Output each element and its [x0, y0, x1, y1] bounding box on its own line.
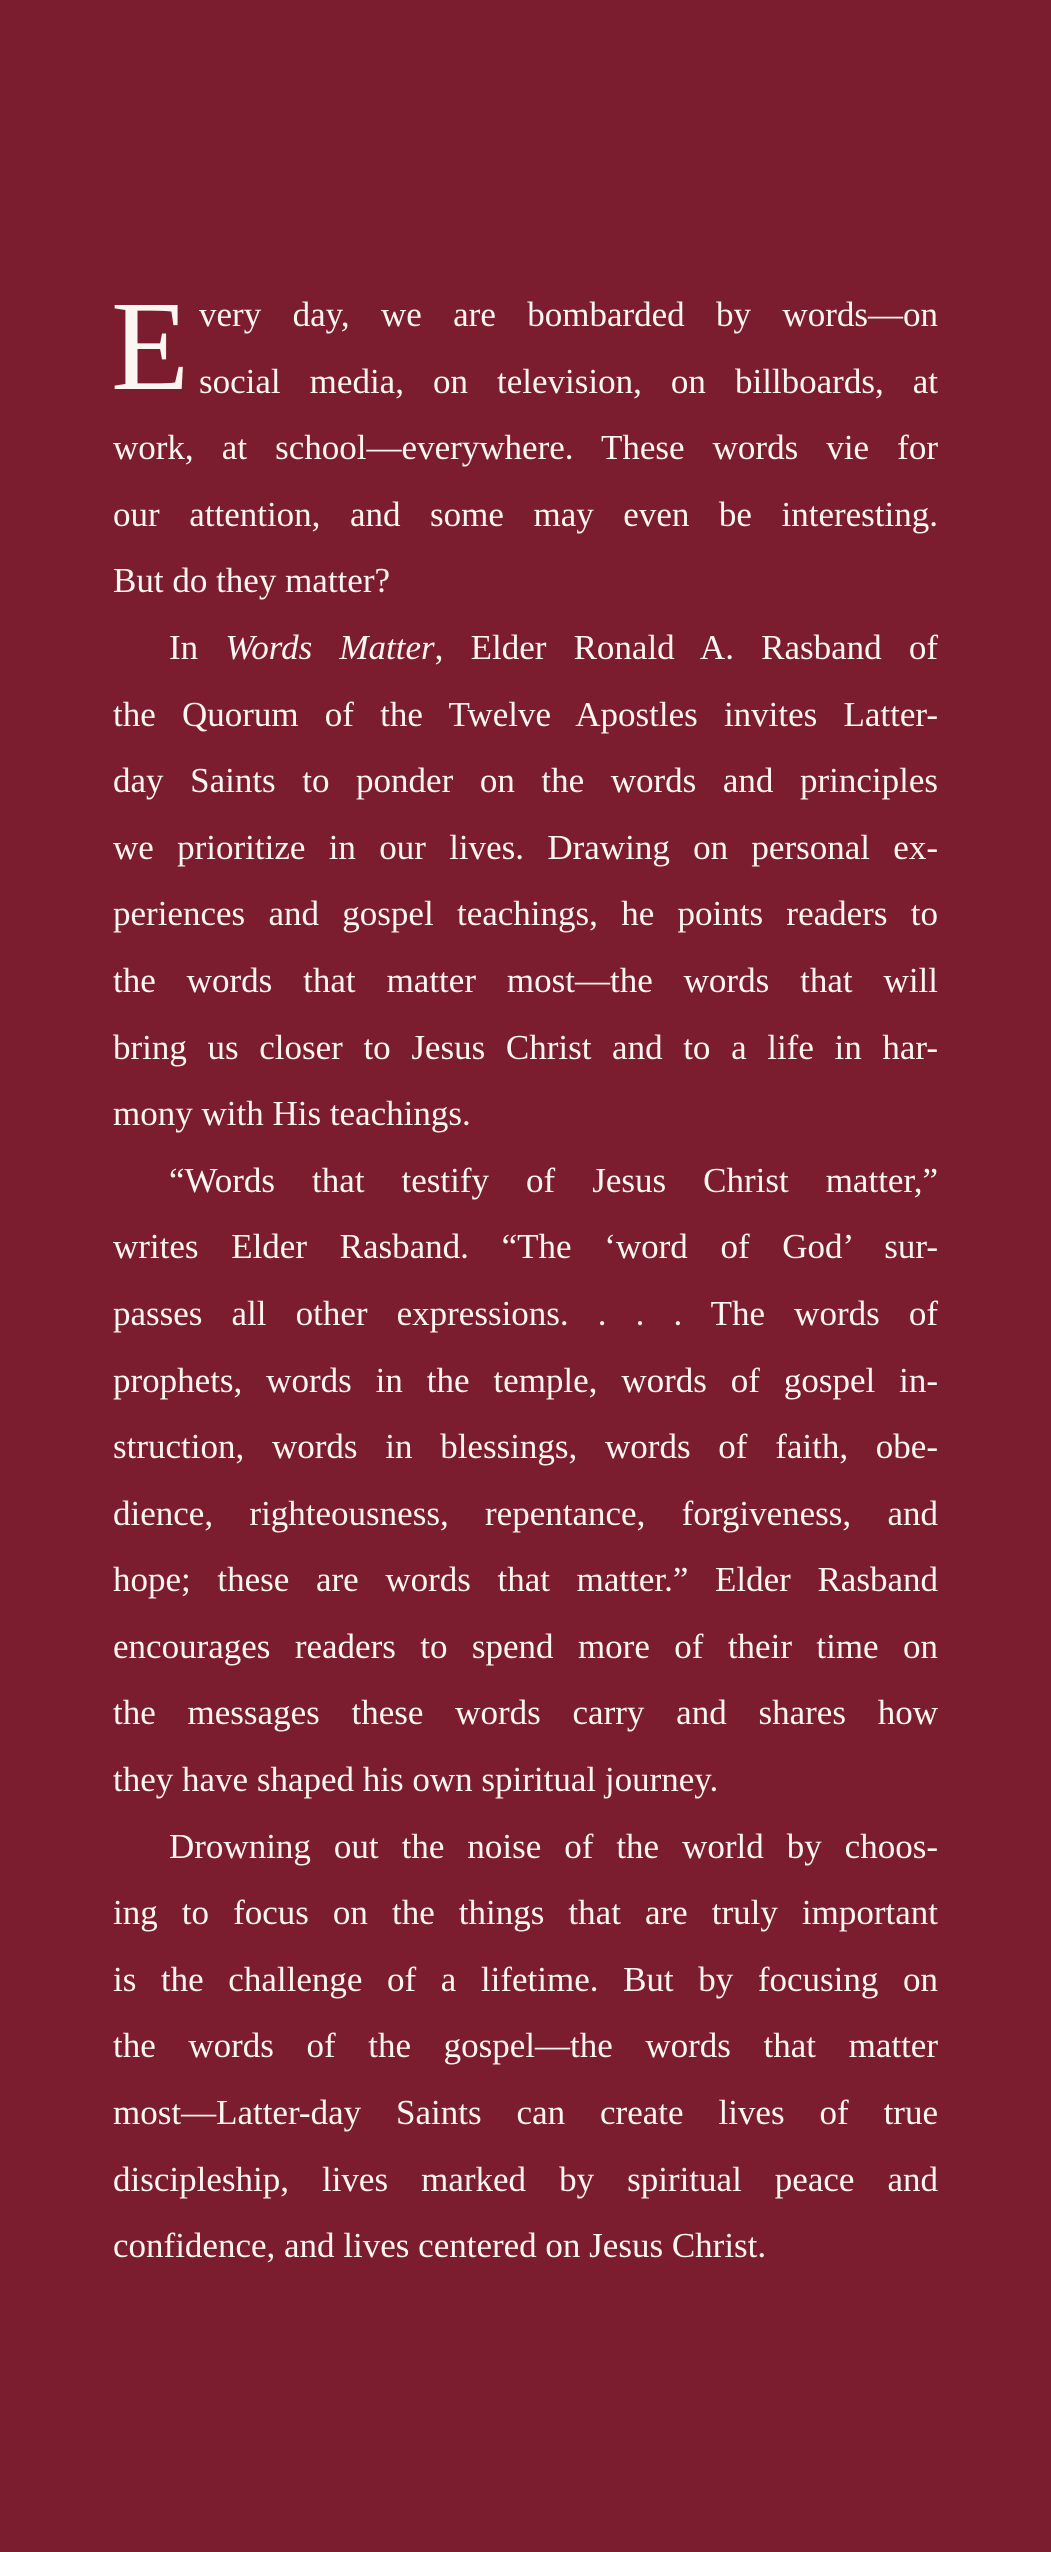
text-segment: , Elder Ronald A. Rasband of [434, 627, 938, 667]
text-line-first [113, 615, 938, 682]
drop-cap: E [111, 275, 190, 417]
paragraph-book-summary [113, 615, 938, 1148]
text-line: very day, we are bombarded by words—on [199, 295, 938, 334]
text-line: they have shaped his own spiritual journey. [113, 1760, 719, 1800]
book-title: Words Matter [225, 627, 435, 667]
text-line: work, at school—everywhere. These words vie for [113, 428, 938, 468]
text-line: is the challenge of a lifetime. But by focusing on [113, 1959, 938, 1999]
text-line: dience, righteousness, repentance, forgiveness, and [113, 1493, 938, 1533]
paragraph-conclusion [113, 1814, 938, 2280]
text-line: struction, words in blessings, words of faith, obe- [113, 1427, 938, 1467]
text-line: hope; these are words that matter.” Elder Rasband [113, 1560, 938, 1600]
book-flap-description [111, 275, 938, 2280]
text-line: Drowning out the noise of the world by choos- [169, 1826, 938, 1866]
text-line: social media, on television, on billboards, at [199, 361, 938, 401]
text-line: prophets, words in the temple, words of gospel in- [113, 1360, 938, 1400]
paragraph-intro [111, 275, 938, 615]
text-line: ing to focus on the things that are truly important [113, 1893, 938, 1933]
text-line: our attention, and some may even be interesting. [113, 494, 938, 534]
text-line: the messages these words carry and shares how [113, 1693, 938, 1733]
text-line: writes Elder Rasband. “The ‘word of God’ sur- [113, 1227, 938, 1267]
text-line: the words of the gospel—the words that matter [113, 2026, 938, 2066]
text-line: we prioritize in our lives. Drawing on personal ex- [113, 827, 938, 867]
text-segment: In [169, 627, 226, 667]
text-line: “Words that testify of Jesus Christ matter,” [169, 1160, 938, 1200]
text-line: encourages readers to spend more of their time on [113, 1626, 938, 1666]
text-line: discipleship, lives marked by spiritual peace and [113, 2159, 938, 2199]
text-line: the Quorum of the Twelve Apostles invites Latter- [113, 694, 938, 734]
text-line: confidence, and lives centered on Jesus Christ. [113, 2226, 767, 2266]
text-line: bring us closer to Jesus Christ and to a life in har- [113, 1027, 938, 1067]
text-line: passes all other expressions. . . . The words of [113, 1293, 938, 1333]
text-line: mony with His teachings. [113, 1094, 471, 1134]
text-line: most—Latter-day Saints can create lives of true [113, 2093, 938, 2133]
text-line: But do they matter? [113, 561, 391, 601]
text-line: the words that matter most—the words that will [113, 960, 938, 1000]
paragraph-quote [113, 1148, 938, 1814]
text-line: periences and gospel teachings, he points readers to [113, 894, 938, 934]
text-line: day Saints to ponder on the words and principles [113, 761, 938, 801]
